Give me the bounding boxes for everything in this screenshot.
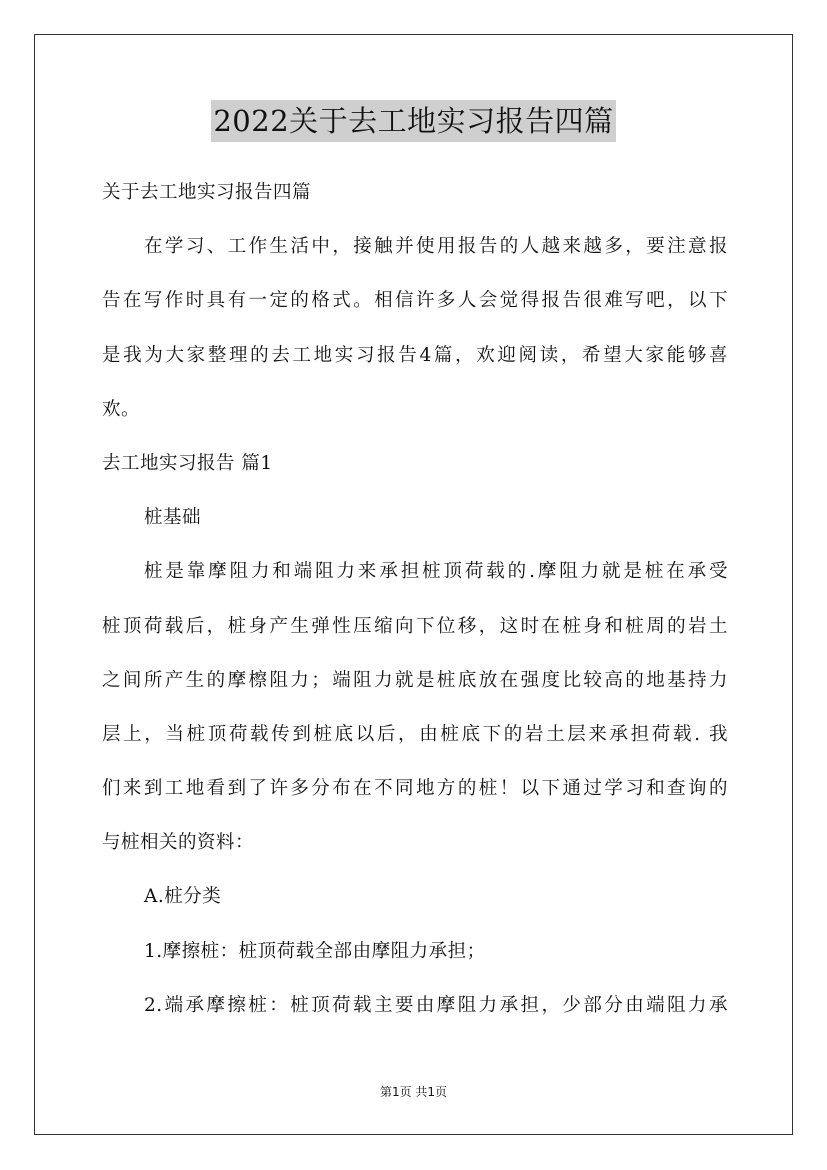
paragraph-line: 在学习、工作生活中，接触并使用报告的人越来越多，要注意报 — [144, 236, 728, 258]
page-number: 第1页 共1页 — [379, 1085, 448, 1099]
section-heading: 去工地实习报告 篇1 — [102, 452, 273, 474]
list-item: 1.摩擦桩：桩顶荷载全部由摩阻力承担； — [144, 940, 486, 962]
list-item: 2.端承摩擦桩：桩顶荷载主要由摩阻力承担，少部分由端阻力承 — [144, 994, 728, 1016]
paragraph-line: 层上，当桩顶荷载传到桩底以后，由桩底下的岩土层来承担荷载. 我 — [102, 723, 728, 745]
title-container — [0, 100, 827, 142]
document-title: 2022关于去工地实习报告四篇 — [211, 100, 615, 142]
paragraph-line: 告在写作时具有一定的格式。相信许多人会觉得报告很难写吧，以下 — [102, 290, 728, 312]
paragraph-line: 之间所产生的摩檫阻力；端阻力就是桩底放在强度比较高的地基持力 — [102, 669, 728, 691]
paragraph-line: 欢。 — [102, 398, 141, 420]
page-footer — [0, 1083, 827, 1100]
paragraph-line: 桩是靠摩阻力和端阻力来承担桩顶荷载的.摩阻力就是桩在承受 — [144, 561, 728, 583]
list-heading: A.桩分类 — [144, 886, 222, 908]
paragraph-line: 们来到工地看到了许多分布在不同地方的桩！以下通过学习和查询的 — [102, 778, 728, 800]
heading-line: 关于去工地实习报告四篇 — [102, 182, 312, 203]
paragraph-line: 与桩相关的资料： — [102, 832, 255, 854]
subheading: 桩基础 — [144, 507, 202, 529]
paragraph-line: 是我为大家整理的去工地实习报告4篇，欢迎阅读，希望大家能够喜 — [102, 344, 728, 366]
paragraph-line: 桩顶荷载后，桩身产生弹性压缩向下位移，这时在桩身和桩周的岩土 — [102, 615, 728, 637]
document-body — [102, 166, 728, 1033]
